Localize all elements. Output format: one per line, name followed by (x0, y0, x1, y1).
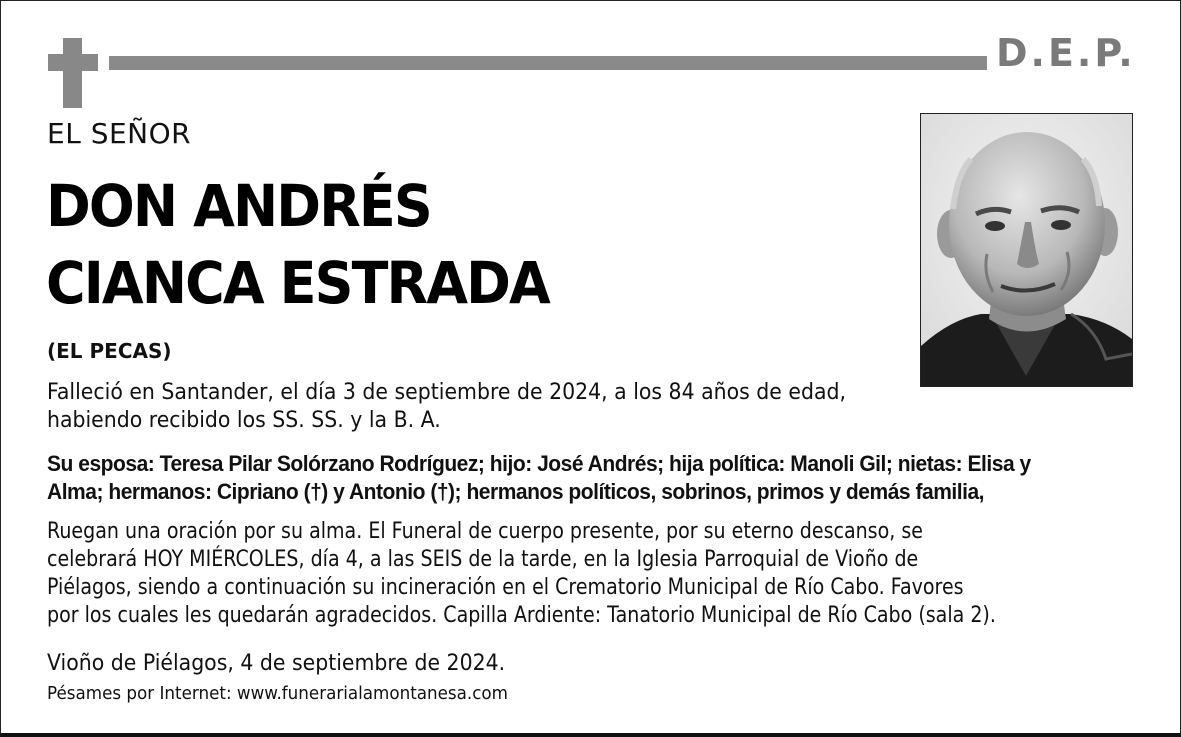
nickname: (EL PECAS) (47, 339, 172, 363)
cross-icon-horizontal (48, 54, 98, 71)
family-list (47, 450, 1031, 506)
service-details-line: por los cuales les quedarán agradecidos. Capilla Ardiente: Tanatorio Municipal de Río Cabo (sala 2). (47, 603, 996, 628)
portrait-photo (920, 113, 1133, 387)
condolences-link: Pésames por Internet: www.funerarialamontanesa.com (47, 683, 508, 704)
death-notice-line: habiendo recibido los SS. SS. y la B. A. (47, 408, 441, 433)
cross-icon-vertical (63, 38, 82, 108)
deceased-name-line1: DON ANDRÉS (46, 172, 431, 240)
service-details (47, 518, 996, 630)
deceased-name-line2: CIANCA ESTRADA (46, 249, 549, 317)
death-notice (47, 379, 846, 435)
honorific: EL SEÑOR (47, 117, 192, 150)
dep-label: D.E.P. (996, 31, 1136, 75)
service-details-line: celebrará HOY MIÉRCOLES, día 4, a las SEIS de la tarde, en la Iglesia Parroquial de Vioño de (47, 547, 919, 572)
service-details-line: Ruegan una oración por su alma. El Funeral de cuerpo presente, por su eterno descanso, se (47, 519, 923, 544)
family-list-line: Alma; hermanos: Cipriano (†) y Antonio (†); hermanos políticos, sobrinos, primos y demás familia, (47, 479, 985, 504)
death-notice-line: Falleció en Santander, el día 3 de septiembre de 2024, a los 84 años de edad, (47, 380, 846, 405)
header-rule (109, 56, 987, 70)
service-details-line: Piélagos, siendo a continuación su incineración en el Crematorio Municipal de Río Cabo. Favores (47, 575, 964, 600)
portrait-illustration (921, 114, 1132, 386)
place-date: Vioño de Piélagos, 4 de septiembre de 2024. (47, 651, 506, 676)
family-list-line: Su esposa: Teresa Pilar Solórzano Rodríguez; hijo: José Andrés; hija política: Manoli Gil; nietas: Elisa y (47, 451, 1031, 476)
